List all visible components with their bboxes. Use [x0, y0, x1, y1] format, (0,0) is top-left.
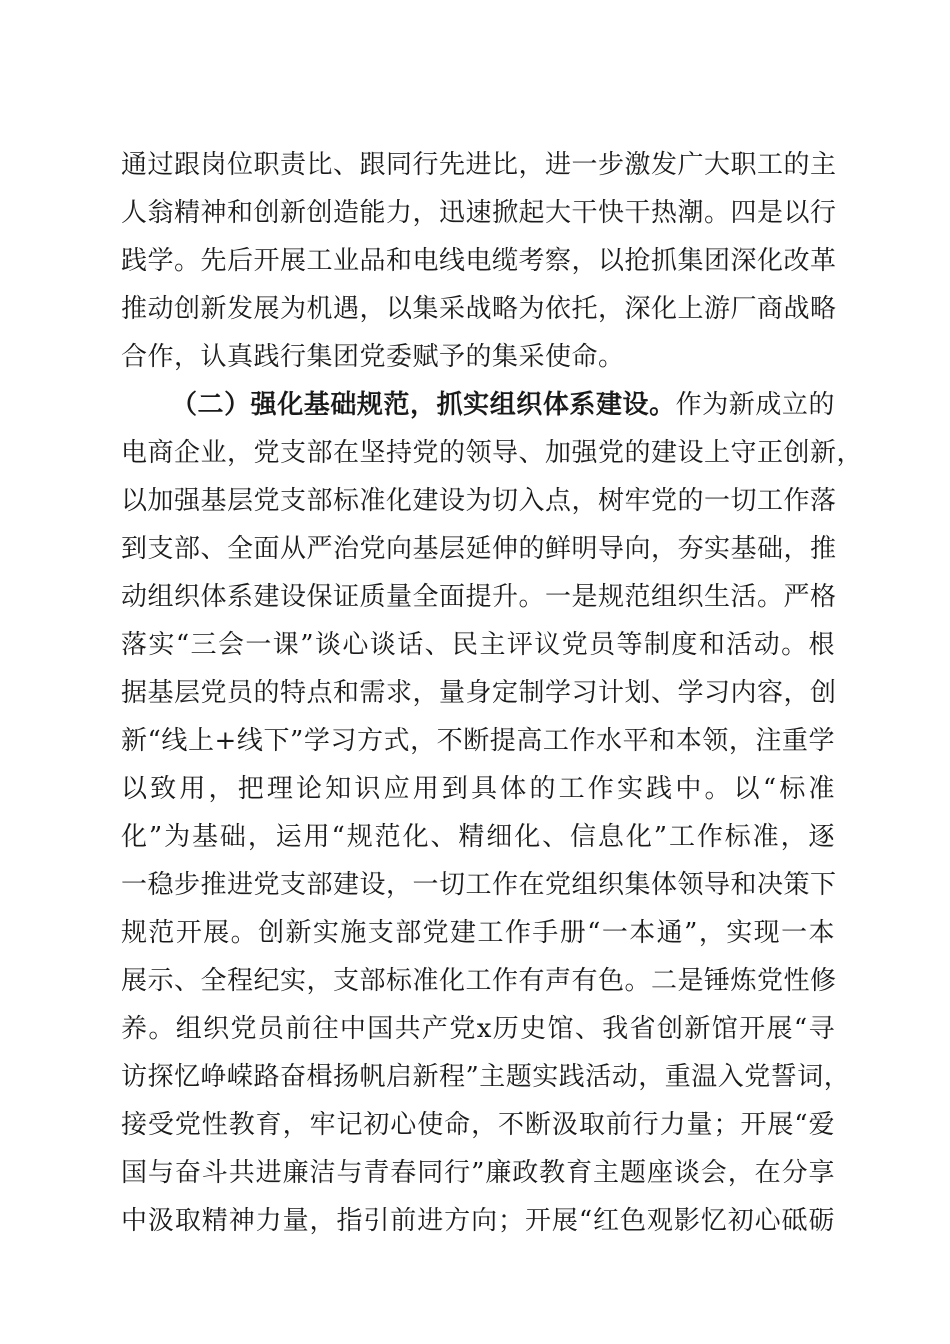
text-line: 国与奋斗共进廉洁与青春同行”廉政教育主题座谈会，在分享	[121, 1158, 835, 1188]
text-line: 访探忆峥嵘路奋楫扬帆启新程”主题实践活动，重温入党誓词，	[121, 1062, 851, 1092]
text-line: 展示、全程纪实，支部标准化工作有声有色。二是锤炼党性修	[121, 966, 837, 996]
text-line: 中汲取精神力量，指引前进方向；开展“红色观影忆初心砥砺	[121, 1206, 835, 1236]
text-line: 合作，认真践行集团党委赋予的集采使命。	[121, 342, 625, 372]
text-line: 养。组织党员前往中国共产党x历史馆、我省创新馆开展“寻	[121, 1014, 835, 1044]
paragraph-1	[121, 141, 835, 381]
text-line: 以加强基层党支部标准化建设为切入点，树牢党的一切工作落	[121, 486, 837, 516]
text-line: 电商企业，党支部在坚持党的领导、加强党的建设上守正创新，	[121, 438, 864, 468]
paragraph-2-first-line	[121, 381, 835, 429]
text-line: 通过跟岗位职责比、跟同行先进比，进一步激发广大职工的主	[121, 150, 837, 180]
first-line-text: 作为新成立的	[675, 390, 835, 420]
text-line: 人翁精神和创新创造能力，迅速掀起大干快干热潮。四是以行	[121, 198, 837, 228]
text-line: 一稳步推进党支部建设，一切工作在党组织集体领导和决策下	[121, 870, 837, 900]
text-line: 新“线上+线下”学习方式，不断提高工作水平和本领，注重学	[121, 726, 835, 756]
text-line: 到支部、全面从严治党向基层延伸的鲜明导向，夯实基础，推	[121, 534, 837, 564]
text-line: 推动创新发展为机遇，以集采战略为依托，深化上游厂商战略	[121, 294, 837, 324]
text-line: 据基层党员的特点和需求，量身定制学习计划、学习内容，创	[121, 678, 837, 708]
section-heading: （二）强化基础规范，抓实组织体系建设。	[171, 390, 676, 420]
text-line: 规范开展。创新实施支部党建工作手册“一本通”，实现一本	[121, 918, 835, 948]
body-text	[121, 141, 864, 1245]
paragraph-2	[121, 381, 864, 1245]
text-line: 以致用，把理论知识应用到具体的工作实践中。以“标准	[121, 774, 835, 804]
text-line: 践学。先后开展工业品和电线电缆考察，以抢抓集团深化改革	[121, 246, 837, 276]
text-line: 动组织体系建设保证质量全面提升。一是规范组织生活。严格	[121, 582, 837, 612]
text-line: 化”为基础，运用“规范化、精细化、信息化”工作标准，逐	[121, 822, 835, 852]
text-line: 接受党性教育，牢记初心使命，不断汲取前行力量；开展“爱	[121, 1110, 835, 1140]
text-line: 落实“三会一课”谈心谈话、民主评议党员等制度和活动。根	[121, 630, 835, 660]
